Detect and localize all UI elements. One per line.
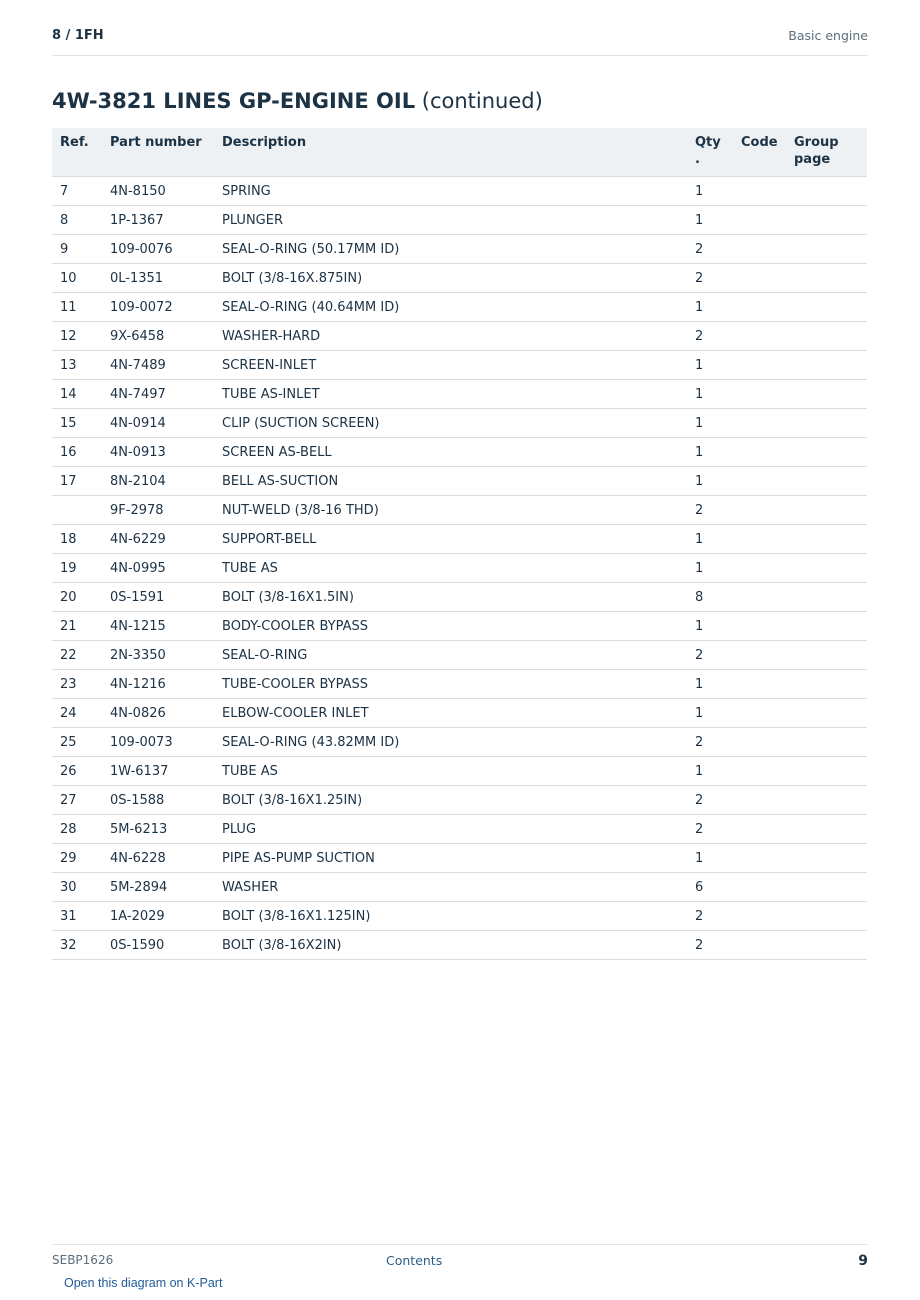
cell-ref: 30	[52, 873, 102, 902]
cell-description: TUBE AS	[214, 554, 687, 583]
cell-ref: 25	[52, 728, 102, 757]
cell-ref: 29	[52, 844, 102, 873]
cell-group-page	[786, 177, 867, 206]
table-row	[52, 612, 867, 641]
column-header-group-line1: Group	[794, 135, 839, 150]
cell-description: BOLT (3/8-16X1.5IN)	[214, 583, 687, 612]
cell-code	[733, 206, 786, 235]
table-row	[52, 380, 867, 409]
table-row	[52, 757, 867, 786]
cell-description: SEAL-O-RING (50.17MM ID)	[214, 235, 687, 264]
cell-ref: 13	[52, 351, 102, 380]
cell-description: PLUG	[214, 815, 687, 844]
cell-qty: 1	[687, 351, 733, 380]
cell-qty: 1	[687, 757, 733, 786]
cell-ref: 14	[52, 380, 102, 409]
cell-part-number: 4N-0914	[102, 409, 214, 438]
cell-code	[733, 931, 786, 960]
cell-code	[733, 728, 786, 757]
cell-ref: 17	[52, 467, 102, 496]
contents-link[interactable]: Contents	[386, 1253, 443, 1268]
cell-qty: 1	[687, 612, 733, 641]
cell-part-number: 4N-0995	[102, 554, 214, 583]
table-row	[52, 322, 867, 351]
cell-qty: 2	[687, 235, 733, 264]
cell-ref: 23	[52, 670, 102, 699]
cell-description: TUBE AS-INLET	[214, 380, 687, 409]
document-id: SEBP1626	[52, 1253, 114, 1267]
cell-code	[733, 235, 786, 264]
title-main: 4W-3821 LINES GP-ENGINE OIL	[52, 89, 416, 113]
cell-part-number: 4N-7497	[102, 380, 214, 409]
cell-part-number: 2N-3350	[102, 641, 214, 670]
cell-ref: 8	[52, 206, 102, 235]
cell-part-number: 4N-8150	[102, 177, 214, 206]
cell-description: TUBE AS	[214, 757, 687, 786]
table-row	[52, 438, 867, 467]
table-header-row	[52, 128, 867, 177]
cell-group-page	[786, 815, 867, 844]
cell-group-page	[786, 264, 867, 293]
cell-code	[733, 264, 786, 293]
cell-group-page	[786, 728, 867, 757]
cell-part-number: 0L-1351	[102, 264, 214, 293]
cell-code	[733, 293, 786, 322]
cell-ref: 28	[52, 815, 102, 844]
cell-part-number: 109-0073	[102, 728, 214, 757]
cell-part-number: 0S-1588	[102, 786, 214, 815]
cell-description: ELBOW-COOLER INLET	[214, 699, 687, 728]
cell-ref: 32	[52, 931, 102, 960]
parts-table	[52, 128, 867, 960]
cell-code	[733, 873, 786, 902]
page-number: 9	[858, 1253, 868, 1269]
cell-group-page	[786, 409, 867, 438]
cell-group-page	[786, 844, 867, 873]
cell-code	[733, 467, 786, 496]
column-header-qty-line1: Qty	[695, 135, 721, 150]
cell-qty: 1	[687, 525, 733, 554]
table-row	[52, 293, 867, 322]
cell-ref: 21	[52, 612, 102, 641]
table-row	[52, 496, 867, 525]
cell-ref: 20	[52, 583, 102, 612]
cell-ref: 31	[52, 902, 102, 931]
cell-description: SCREEN-INLET	[214, 351, 687, 380]
cell-ref: 26	[52, 757, 102, 786]
cell-code	[733, 786, 786, 815]
cell-part-number: 4N-0913	[102, 438, 214, 467]
cell-description: CLIP (SUCTION SCREEN)	[214, 409, 687, 438]
cell-description: PLUNGER	[214, 206, 687, 235]
table-row	[52, 351, 867, 380]
cell-qty: 1	[687, 293, 733, 322]
table-row	[52, 699, 867, 728]
table-row	[52, 177, 867, 206]
cell-group-page	[786, 902, 867, 931]
cell-qty: 1	[687, 699, 733, 728]
cell-qty: 2	[687, 815, 733, 844]
cell-part-number: 0S-1591	[102, 583, 214, 612]
table-row	[52, 902, 867, 931]
cell-qty: 1	[687, 206, 733, 235]
section-name: Basic engine	[788, 28, 868, 43]
cell-part-number: 4N-1215	[102, 612, 214, 641]
cell-ref: 11	[52, 293, 102, 322]
parts-table-body	[52, 177, 867, 960]
table-row	[52, 786, 867, 815]
cell-ref: 27	[52, 786, 102, 815]
cell-part-number: 4N-0826	[102, 699, 214, 728]
cell-code	[733, 322, 786, 351]
cell-description: BODY-COOLER BYPASS	[214, 612, 687, 641]
cell-group-page	[786, 467, 867, 496]
cell-part-number: 4N-6229	[102, 525, 214, 554]
cell-part-number: 4N-1216	[102, 670, 214, 699]
cell-description: SCREEN AS-BELL	[214, 438, 687, 467]
cell-ref: 12	[52, 322, 102, 351]
page-footer	[52, 1244, 868, 1269]
cell-description: TUBE-COOLER BYPASS	[214, 670, 687, 699]
cell-code	[733, 351, 786, 380]
cell-code	[733, 409, 786, 438]
cell-group-page	[786, 525, 867, 554]
cell-code	[733, 438, 786, 467]
cell-group-page	[786, 641, 867, 670]
cell-description: BOLT (3/8-16X2IN)	[214, 931, 687, 960]
cell-part-number: 9F-2978	[102, 496, 214, 525]
table-row	[52, 728, 867, 757]
cell-ref: 22	[52, 641, 102, 670]
cell-qty: 2	[687, 496, 733, 525]
cell-part-number: 8N-2104	[102, 467, 214, 496]
table-row	[52, 554, 867, 583]
table-row	[52, 873, 867, 902]
column-header-code: Code	[733, 128, 786, 177]
cell-description: WASHER-HARD	[214, 322, 687, 351]
cell-qty: 2	[687, 902, 733, 931]
cell-description: BOLT (3/8-16X1.25IN)	[214, 786, 687, 815]
cell-group-page	[786, 757, 867, 786]
cell-description: BELL AS-SUCTION	[214, 467, 687, 496]
table-row	[52, 206, 867, 235]
cell-group-page	[786, 438, 867, 467]
column-header-description: Description	[214, 128, 687, 177]
cell-description: SEAL-O-RING (43.82MM ID)	[214, 728, 687, 757]
cell-ref: 10	[52, 264, 102, 293]
cell-code	[733, 496, 786, 525]
cell-group-page	[786, 235, 867, 264]
cell-qty: 1	[687, 177, 733, 206]
cell-group-page	[786, 786, 867, 815]
column-header-qty	[687, 128, 733, 177]
cell-qty: 1	[687, 409, 733, 438]
cell-qty: 1	[687, 467, 733, 496]
page-title	[52, 89, 543, 113]
table-row	[52, 525, 867, 554]
cell-qty: 1	[687, 380, 733, 409]
table-row	[52, 815, 867, 844]
cell-part-number: 4N-7489	[102, 351, 214, 380]
table-row	[52, 467, 867, 496]
table-row	[52, 931, 867, 960]
cell-qty: 1	[687, 438, 733, 467]
cell-qty: 1	[687, 554, 733, 583]
table-row	[52, 235, 867, 264]
cell-qty: 2	[687, 786, 733, 815]
cell-qty: 6	[687, 873, 733, 902]
cell-group-page	[786, 380, 867, 409]
cell-part-number: 5M-2894	[102, 873, 214, 902]
cell-group-page	[786, 554, 867, 583]
column-header-qty-line2: .	[695, 152, 700, 167]
cell-qty: 8	[687, 583, 733, 612]
cell-description: SEAL-O-RING	[214, 641, 687, 670]
cell-description: SUPPORT-BELL	[214, 525, 687, 554]
cell-part-number: 4N-6228	[102, 844, 214, 873]
cell-code	[733, 844, 786, 873]
cell-ref: 16	[52, 438, 102, 467]
cell-group-page	[786, 206, 867, 235]
table-row	[52, 844, 867, 873]
cell-description: BOLT (3/8-16X1.125IN)	[214, 902, 687, 931]
table-row	[52, 670, 867, 699]
cell-code	[733, 670, 786, 699]
cell-code	[733, 177, 786, 206]
cell-group-page	[786, 322, 867, 351]
cell-code	[733, 815, 786, 844]
cell-description: PIPE AS-PUMP SUCTION	[214, 844, 687, 873]
table-row	[52, 264, 867, 293]
cell-part-number: 9X-6458	[102, 322, 214, 351]
column-header-group-page	[786, 128, 867, 177]
column-header-group-line2: page	[794, 152, 831, 167]
cell-code	[733, 612, 786, 641]
cell-group-page	[786, 583, 867, 612]
page-header	[52, 28, 868, 56]
cell-ref: 7	[52, 177, 102, 206]
cell-qty: 1	[687, 844, 733, 873]
cell-part-number: 1A-2029	[102, 902, 214, 931]
cell-group-page	[786, 670, 867, 699]
cell-description: SPRING	[214, 177, 687, 206]
cell-part-number: 0S-1590	[102, 931, 214, 960]
cell-code	[733, 380, 786, 409]
cell-ref: 9	[52, 235, 102, 264]
cell-group-page	[786, 699, 867, 728]
cell-qty: 2	[687, 322, 733, 351]
cell-part-number: 1P-1367	[102, 206, 214, 235]
cell-qty: 1	[687, 670, 733, 699]
cell-code	[733, 554, 786, 583]
cell-qty: 2	[687, 931, 733, 960]
cell-group-page	[786, 931, 867, 960]
cell-description: WASHER	[214, 873, 687, 902]
column-header-ref: Ref.	[52, 128, 102, 177]
cell-part-number: 1W-6137	[102, 757, 214, 786]
cell-group-page	[786, 293, 867, 322]
cell-qty: 2	[687, 264, 733, 293]
cell-part-number: 109-0072	[102, 293, 214, 322]
cell-part-number: 109-0076	[102, 235, 214, 264]
cell-ref: 24	[52, 699, 102, 728]
cell-ref: 19	[52, 554, 102, 583]
cell-qty: 2	[687, 641, 733, 670]
column-header-part-number: Part number	[102, 128, 214, 177]
cell-description: NUT-WELD (3/8-16 THD)	[214, 496, 687, 525]
open-diagram-link[interactable]: Open this diagram on K-Part	[64, 1276, 223, 1290]
cell-ref: 18	[52, 525, 102, 554]
cell-group-page	[786, 612, 867, 641]
cell-code	[733, 757, 786, 786]
cell-qty: 2	[687, 728, 733, 757]
cell-part-number: 5M-6213	[102, 815, 214, 844]
cell-code	[733, 902, 786, 931]
cell-code	[733, 641, 786, 670]
breadcrumb: 8 / 1FH	[52, 28, 104, 43]
cell-code	[733, 699, 786, 728]
table-row	[52, 409, 867, 438]
cell-description: BOLT (3/8-16X.875IN)	[214, 264, 687, 293]
table-row	[52, 583, 867, 612]
cell-ref: 15	[52, 409, 102, 438]
cell-group-page	[786, 496, 867, 525]
cell-code	[733, 583, 786, 612]
title-suffix: (continued)	[415, 89, 543, 113]
cell-group-page	[786, 351, 867, 380]
cell-code	[733, 525, 786, 554]
cell-description: SEAL-O-RING (40.64MM ID)	[214, 293, 687, 322]
cell-ref	[52, 496, 102, 525]
table-row	[52, 641, 867, 670]
cell-group-page	[786, 873, 867, 902]
